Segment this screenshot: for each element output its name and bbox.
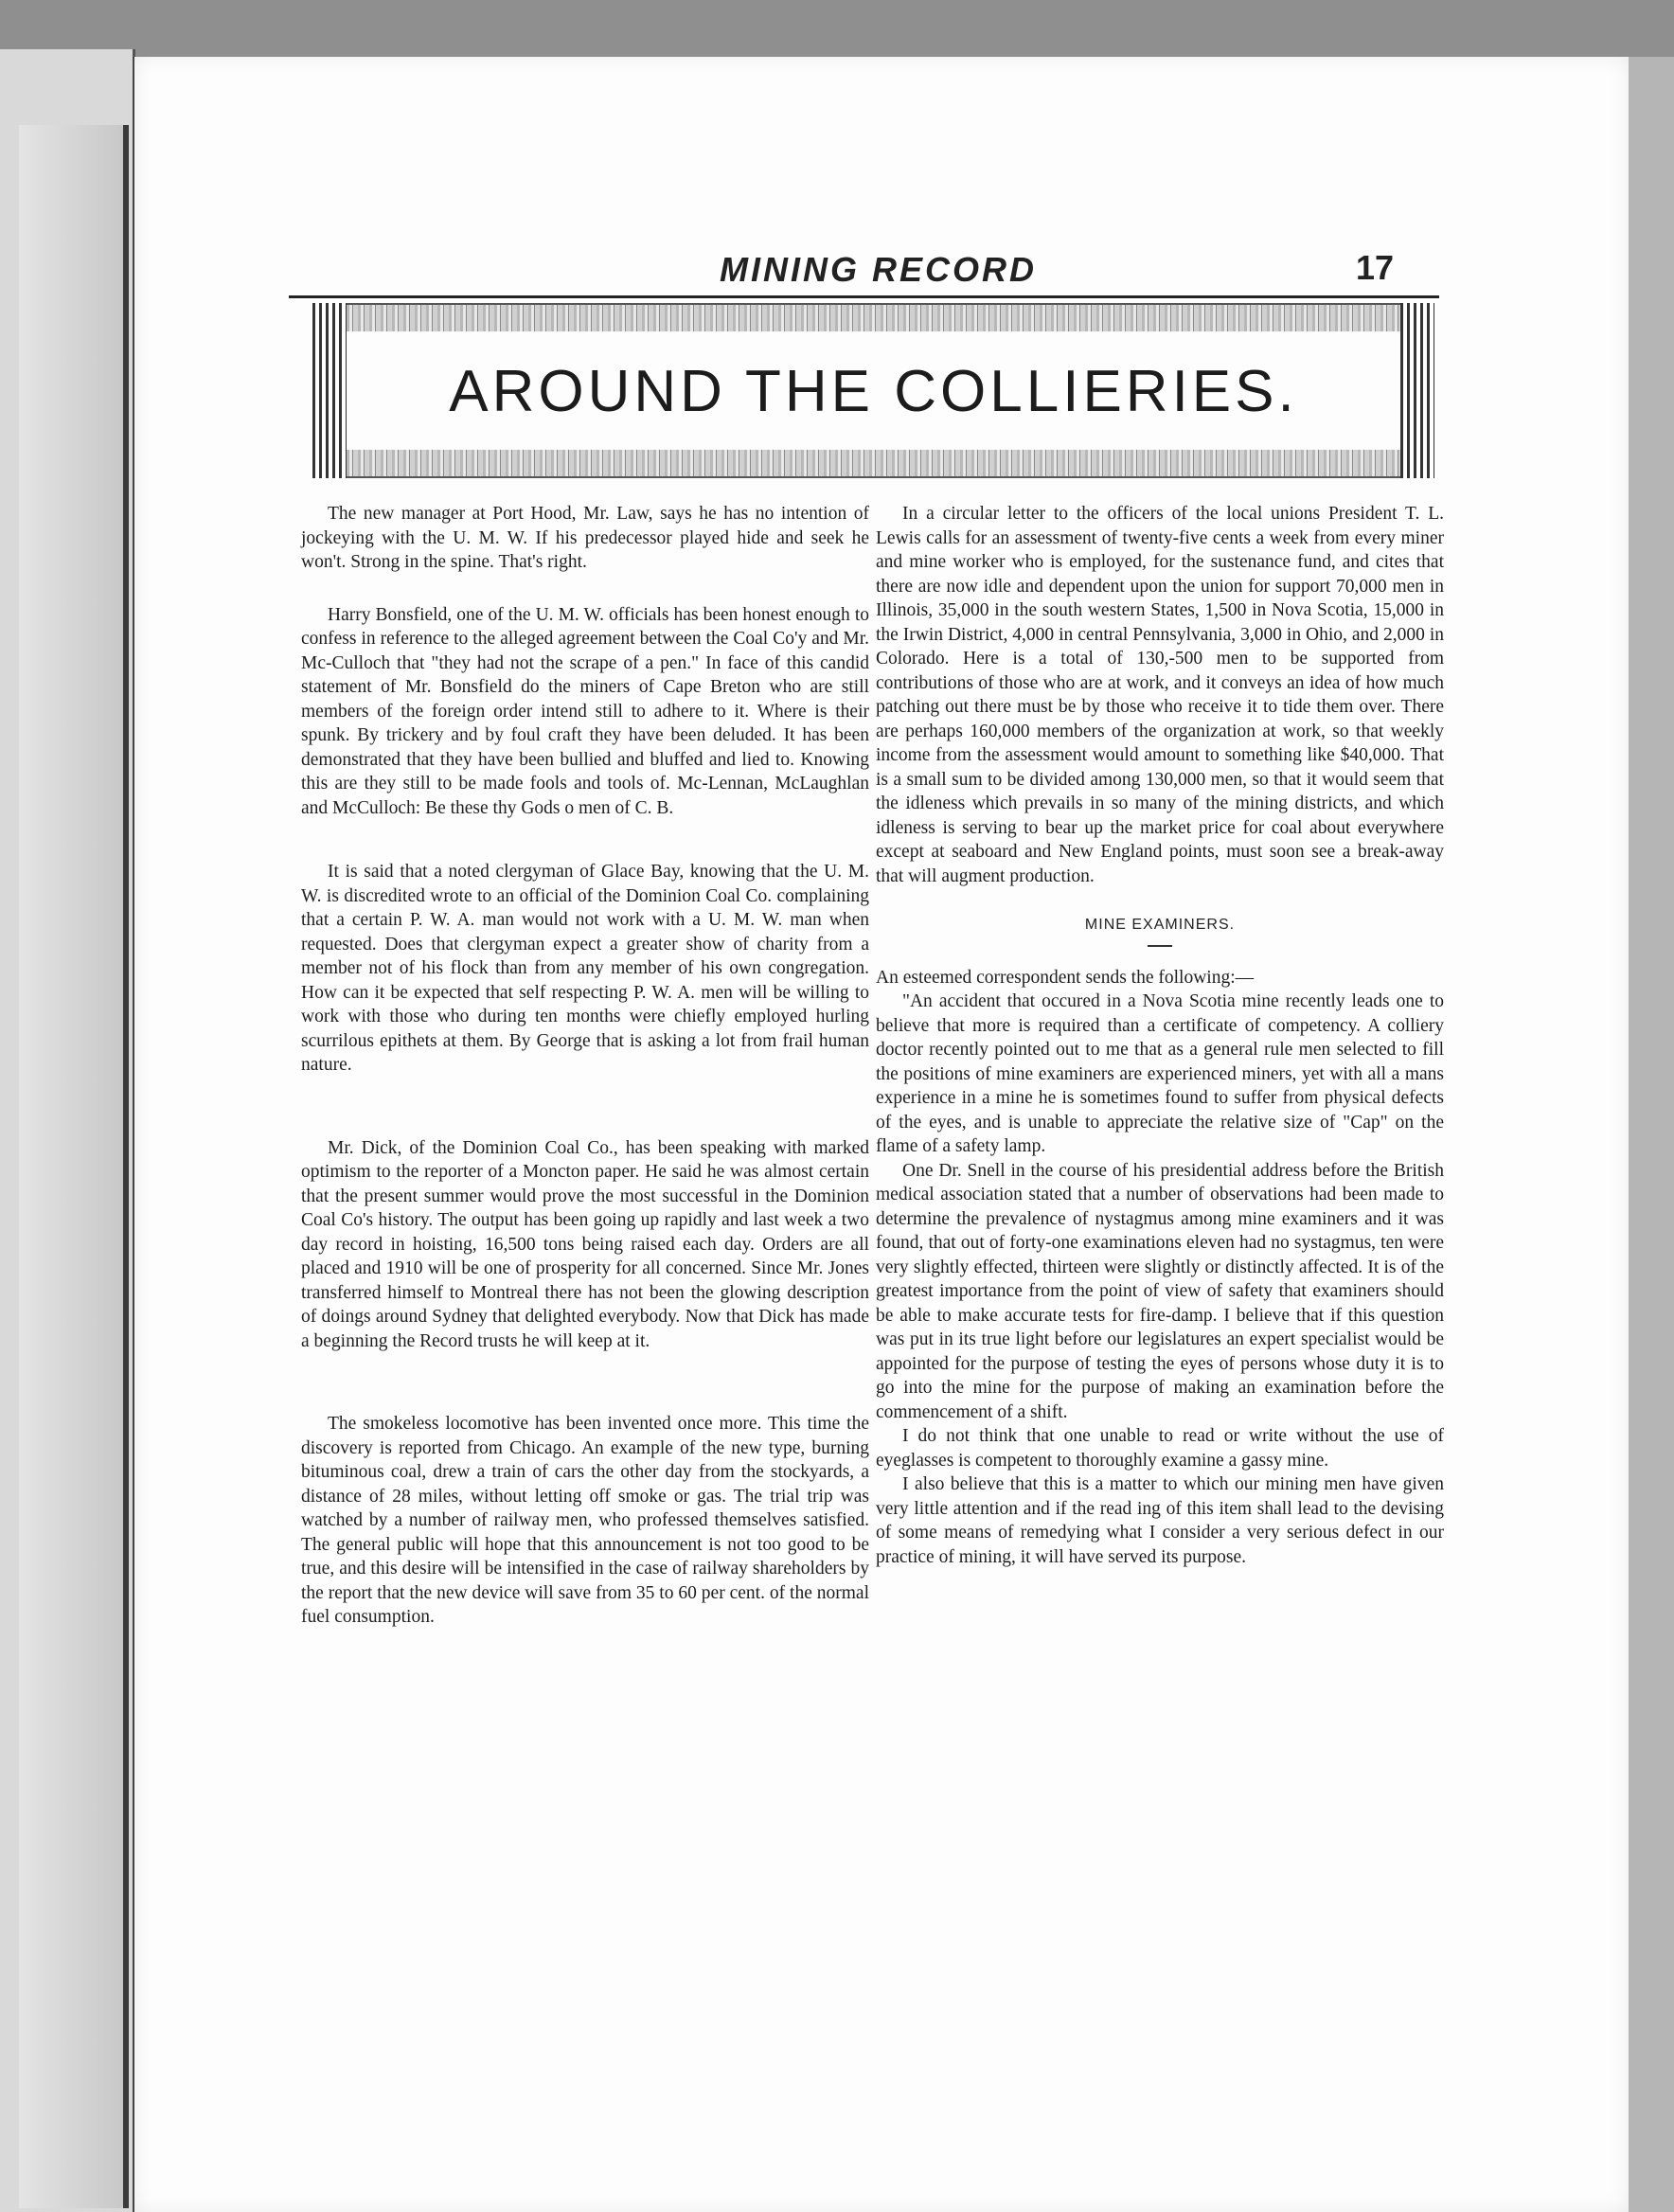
article-paragraph: One Dr. Snell in the course of his presidential address before the British medical association stated that a number of observations had been made to determine the prevalence of nystagmus among mine examiners and it was found, that out of forty-one examinations eleven had no systagmus, ten were very slightly effected, thirteen were slightly or distinctly affected. It is of the greatest importance from the point of view of safety that examiners should be able to make accurate tests for fire-damp. I believe that if this question was put in its true light before our legislatures an expert specialist would be appointed for the purpose of testing the eyes of persons whose duty it is to go into the mine for the purpose of making an examination before the commencement of a shift. bbox=[876, 1160, 1444, 1422]
section-rule bbox=[1148, 945, 1172, 947]
article-paragraph: It is said that a noted clergyman of Glace Bay, knowing that the U. M. W. is discredited wrote to an official of the Dominion Coal Co. complaining that a certain P. W. A. man would not work with a U. M. W. man when requested. Does that clergyman expect a greater show of charity from a member not of his flock than from any member of his own congregation. How can it be expected that self respecting P. W. A. men will be willing to work with those who during ten months were chiefly employed hurling scurrilous epithets at them. By George that is asking a lot from frail human nature. bbox=[301, 862, 869, 1075]
left-column bbox=[301, 502, 869, 1630]
section-banner bbox=[312, 303, 1434, 478]
article-paragraph: "An accident that occured in a Nova Scotia mine recently leads one to believe that more is required than a certificate of competency. A colliery doctor recently pointed out to me that as a general rule men selected to fill the positions of mine examiners are experienced miners, yet with all a mans experience in a mine he is sometimes found to suffer from physical defects of the eyes, and is unable to appreciate the relative size of "Cap" on the flame of a safety lamp. bbox=[876, 991, 1444, 1156]
section-heading: MINE EXAMINERS. bbox=[1084, 917, 1236, 933]
running-title: MINING RECORD bbox=[720, 250, 1037, 289]
article-paragraph: The smokeless locomotive has been invented once more. This time the discovery is reported from Chicago. An example of the new type, burning bituminous coal, drew a train of cars the other day from the stockyards, a distance of 28 miles, without letting off smoke or gas. The trial trip was watched by a number of railway men, who professed themselves satisfied. The general public will hope that this announcement is not too good to be true, and this desire will be intensified in the case of railway shareholders by the report that the new device will save from 35 to 60 per cent. of the normal fuel consumption. bbox=[301, 1414, 869, 1627]
right-column bbox=[876, 502, 1444, 1569]
page-number: 17 bbox=[1355, 248, 1394, 287]
banner-title: AROUND THE COLLIERIES. bbox=[449, 359, 1298, 424]
article-lead: An esteemed correspondent sends the following:— bbox=[876, 967, 1255, 988]
article-paragraph: I also believe that this is a matter to which our mining men have given very little attention and if the read ing of this item shall lead to the devising of some means of remedying what I consider a very serious defect in our practice of mining, it will have served its purpose. bbox=[876, 1474, 1444, 1567]
banner-right-border bbox=[1400, 303, 1434, 478]
banner-panel bbox=[347, 331, 1400, 450]
article-paragraph: Harry Bonsfield, one of the U. M. W. officials has been honest enough to confess in reference to the alleged agreement between the Coal Co'y and Mr. Mc-Culloch that "they had not the scrape of a pen." In face of this candid statement of Mr. Bonsfield do the miners of Cape Breton who are still members of the foreign order intend still to adhere to it. Where is their spunk. By trickery and by foul craft they have been deluded. It has been demonstrated that they have been bullied and bluffed and lied to. Knowing this are they still to be made fools and tools of. Mc-Lennan, McLaughlan and McCulloch: Be these thy Gods o men of C. B. bbox=[301, 604, 869, 818]
banner-top-border bbox=[312, 303, 1434, 333]
article-paragraph: I do not think that one unable to read or write without the use of eyeglasses is competent to thoroughly examine a gassy mine. bbox=[876, 1426, 1444, 1471]
running-header bbox=[289, 248, 1439, 298]
article-paragraph: The new manager at Port Hood, Mr. Law, says he has no intention of jockeying with the U. M. W. If his predecessor played hide and seek he won't. Strong in the spine. That's right. bbox=[301, 504, 869, 572]
banner-left-border bbox=[312, 303, 347, 478]
article-paragraph: Mr. Dick, of the Dominion Coal Co., has been speaking with marked optimism to the reporter of a Moncton paper. He said he was almost certain that the present summer would prove the most successful in the Dominion Coal Co's history. The output has been going up rapidly and last week a two day record in hoisting, 16,500 tons being raised each day. Orders are all placed and 1910 will be one of prosperity for all concerned. Since Mr. Jones transferred himself to Montreal there has not been the glowing description of doings around Sydney that delighted everybody. Now that Dick has made a beginning the Record trusts he will keep at it. bbox=[301, 1137, 869, 1351]
banner-bottom-border bbox=[312, 448, 1434, 478]
right-page-edge bbox=[1627, 57, 1674, 2212]
left-page-edge bbox=[0, 49, 135, 2212]
binding-gutter bbox=[19, 125, 129, 2208]
article-paragraph: In a circular letter to the officers of the local unions President T. L. Lewis calls for an assessment of twenty-five cents a week from every miner and mine worker who is employed, for the sustenance fund, and cites that there are now idle and dependent upon the union for support 70,000 men in Illinois, 35,000 in the south western States, 1,500 in Nova Scotia, 15,000 in the Irwin District, 4,000 in central Pennsylvania, 3,000 in Ohio, and 2,000 in Colorado. Here is a total of 130,-500 men to be supported from contributions of those who are at work, and it conveys an idea of how much patching out there must be by those who receive it to tide them over. There are perhaps 160,000 members of the organization at work, so that weekly income from the assessment would amount to something like $40,000. That is a small sum to be divided among 130,000 men, so that it would seem that the idleness which prevails in so many of the mining districts, and which idleness is serving to bear up the market price for coal about everywhere except at seaboard and New England points, must soon see a break-away that will augment production. bbox=[876, 504, 1444, 886]
